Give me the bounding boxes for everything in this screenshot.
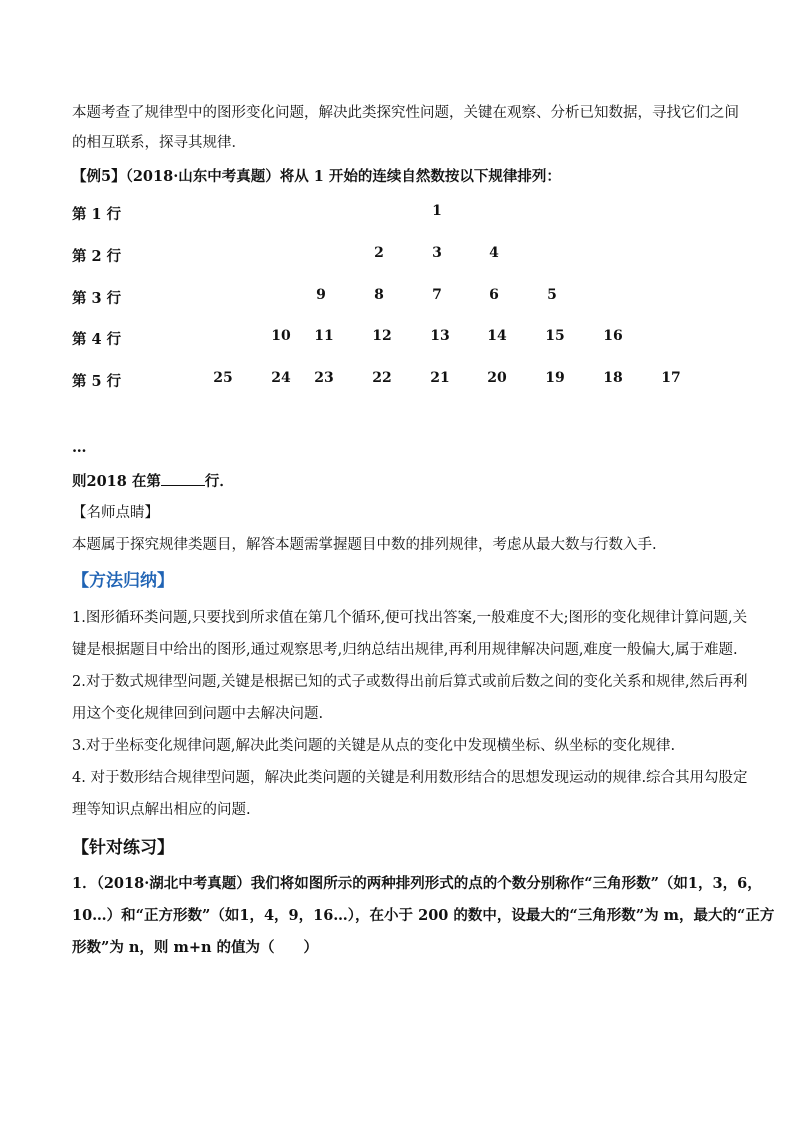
pattern-number: 6 [489,287,499,303]
intro-line-1: 本题考查了规律型中的图形变化问题，解决此类探究性问题，关键在观察、分析已知数据，寻找它们之间 [72,105,739,121]
example-title: 【例5】（2018·山东中考真题）将从 1 开始的连续自然数按以下规律排列： [72,168,561,185]
pattern-number: 13 [430,328,450,344]
pattern-number: 16 [603,328,623,344]
pattern-number: 2 [374,245,384,261]
ellipsis: … [72,439,87,456]
intro-line-2: 的相互联系，探寻其规律． [72,135,246,151]
pattern-number: 14 [487,328,507,344]
method-line: 理等知识点解出相应的问题. [72,802,251,818]
row-label: 第 3 行 [72,290,122,307]
pattern-number: 9 [316,287,326,303]
row-label: 第 2 行 [72,248,122,265]
pattern-number: 11 [314,328,334,344]
pattern-number: 10 [271,328,291,344]
pattern-number: 19 [545,370,565,386]
method-heading: 【方法归纳】 [72,571,174,591]
answer-blank [161,473,205,486]
pattern-number: 22 [372,370,392,386]
practice-line: 10…）和“正方形数”（如1，4，9，16…），在小于 200 的数中，设最大的“三角形数”为 m，最大的“正方 [72,907,775,924]
practice-line: 1．（2018·湖北中考真题）我们将如图所示的两种排列形式的点的个数分别称作“三角形数”（如1，3，6， [72,875,762,892]
method-line: 4. 对于数形结合规律型问题，解决此类问题的关键是利用数形结合的思想发现运动的规律.综合其用勾股定 [72,770,748,786]
pattern-number: 8 [374,287,384,303]
method-line: 键是根据题目中给出的图形,通过观察思考,归纳总结出规律,再利用规律解决问题,难度一般偏大,属于难题. [72,642,738,658]
method-line: 1.图形循环类问题,只要找到所求值在第几个循环,便可找出答案,一般难度不大;图形的变化规律计算问题,关 [72,610,748,626]
pattern-number: 3 [432,245,442,261]
tip-text: 本题属于探究规律类题目，解答本题需掌握题目中数的排列规律，考虑从最大数与行数入手. [72,537,657,553]
pattern-number: 25 [213,370,233,386]
method-line: 用这个变化规律回到问题中去解决问题. [72,706,324,722]
row-label: 第 4 行 [72,331,122,348]
row-label: 第 5 行 [72,373,122,390]
pattern-number: 21 [430,370,450,386]
pattern-number: 4 [489,245,499,261]
question-suffix: 行． [204,473,234,490]
pattern-number: 20 [487,370,507,386]
pattern-number: 23 [314,370,334,386]
pattern-number: 15 [545,328,565,344]
pattern-number: 7 [432,287,442,303]
question-line [72,470,234,491]
method-line: 2.对于数式规律型问题,关键是根据已知的式子或数得出前后算式或前后数之间的变化关系和规律,然后再利 [72,674,748,690]
pattern-number: 12 [372,328,392,344]
pattern-number: 24 [271,370,291,386]
pattern-number: 17 [661,370,681,386]
practice-line: 形数”为 n，则 m+n 的值为（ ） [72,939,319,956]
pattern-number: 18 [603,370,623,386]
method-line: 3.对于坐标变化规律问题,解决此类问题的关键是从点的变化中发现横坐标、纵坐标的变化规律. [72,738,676,754]
practice-heading: 【针对练习】 [72,838,174,858]
pattern-number: 1 [432,203,442,219]
question-prefix: 则2018 在第 [72,473,161,490]
tip-heading: 【名师点睛】 [72,505,159,521]
pattern-number: 5 [547,287,557,303]
row-label: 第 1 行 [72,206,122,223]
